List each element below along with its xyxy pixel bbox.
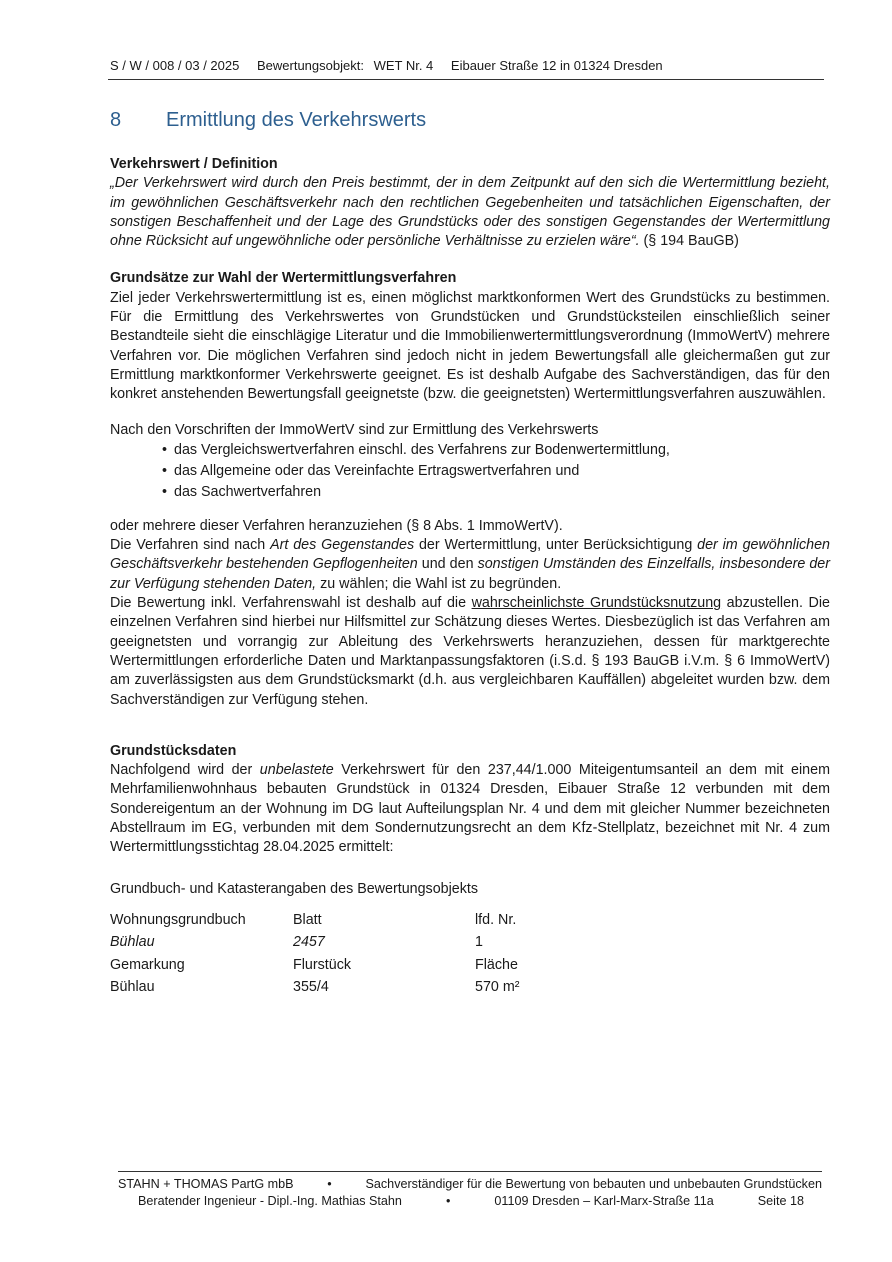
table-cell: 355/4 [293, 979, 329, 996]
table-cell: Flurstück [293, 956, 351, 973]
firm-name: STAHN + THOMAS PartG mbB [118, 1177, 294, 1191]
footer-line-2 [118, 1193, 822, 1210]
text-run: sonstigen Umständen des Einzelfalls, insbesondere der zur Verfügung stehenden Daten, [110, 556, 830, 592]
reference-number: S / W / 008 / 03 / 2025 [110, 58, 240, 73]
valuation-paragraph [110, 594, 830, 710]
table-cell: Blatt [293, 911, 322, 928]
definition-citation: (§ 194 BauGB) [639, 233, 739, 250]
text-run: abzustellen. Die einzelnen Verfahren sind hierbei nur Hilfsmittel zur Schätzung dieses Wertes. Diesbezüglich ist das Verfahren am geeignetsten und vorrangig zur Ableitung des Verkehrswerts heranzuziehen, dessen für marktgerechte Wertermittlungen erforderliche Daten und Marktanpassungsfaktoren (i.S.d. § 193 BauGB i.V.m. § 6 ImmoWertV) am zuverlässigsten aus dem Grundstücksmarkt (d.h. aus vergleichbaren Kauffällen) abgeleitet wurden bzw. dem Sachverständigen zur Verfügung stehen. [110, 595, 830, 708]
text-run: Verkehrswert für den 237,44/1.000 Miteigentumsanteil an dem mit einem Mehrfamilienwohnhaus bebauten Grundstück in 01324 Dresden, Eibauer Straße 12 verbunden mit dem Sondereigentum an der Wohnung im DG laut Aufteilungsplan Nr. 4 und dem mit gleicher Nummer bezeichneten Abstellraum im EG, verbunden mit dem Sondernutzungsrecht an dem Kfz-Stellplatz, bezeichnet mit Nr. 4 zum Wertermittlungsstichtag 28.04.2025 ermittelt: [110, 762, 830, 856]
list-item: • das Allgemeine oder das Vereinfachte Ertragswertverfahren und [162, 461, 830, 482]
table-cell: Wohnungsgrundbuch [110, 911, 246, 928]
text-run: der im gewöhnlichen Geschäftsverkehr bestehenden Gepflogenheiten [110, 537, 831, 573]
method-list [110, 440, 830, 503]
firm-address: 01109 Dresden – Karl-Marx-Straße 11a [494, 1194, 714, 1208]
text-run: und den [417, 556, 478, 573]
definition-paragraph [110, 174, 830, 251]
section-heading [110, 108, 426, 132]
header-divider [108, 79, 824, 80]
section-number: 8 [110, 109, 122, 131]
text-run: Die Verfahren sind nach [110, 537, 271, 554]
table-cell: 2457 [293, 934, 325, 951]
table-row [110, 956, 520, 979]
table-cell: Bühlau [110, 934, 155, 951]
section-title: Ermittlung des Verkehrswerts [166, 109, 427, 131]
text-run: der Wertermittlung, unter Berücksichtigung [414, 537, 698, 554]
text-run: Nachfolgend wird der [110, 762, 260, 779]
definition-quote: „Der Verkehrswert wird durch den Preis bestimmt, der in dem Zeitpunkt auf den sich die Wertermittlung bezieht, im gewöhnlichen Geschäftsverkehr nach den rechtlichen Gegebenheiten und tatsächlichen Eigenschaften, der sonstigen Beschaffenheit und der Lage des Grundstücks oder des sonstigen Gegenstandes der Wertermittlung ohne Rücksicht auf ungewöhnliche oder persönliche Verhältnisse zu erzielen wäre“. [110, 175, 830, 250]
separator-dot: • [327, 1177, 332, 1191]
definition-heading: Verkehrswert / Definition [110, 156, 278, 172]
page-number: Seite 18 [757, 1194, 804, 1208]
text-run: unbelastete [259, 762, 334, 779]
list-item: • das Vergleichswertverfahren einschl. des Verfahrens zur Bodenwertermittlung, [162, 440, 830, 461]
principles-paragraph: Ziel jeder Verkehrswertermittlung ist es, einen möglichst marktkonformen Wert des Grundstücks zu bestimmen. Für die Ermittlung des Verkehrswertes von Grundstücken und Grundstücksteilen einschließlich seiner Bestandteile sieht die einschlägige Literatur und die Immobilienwertermittlungsverordnung (ImmoWertV) mehrere Verfahren vor. Die möglichen Verfahren sind jedoch nicht in jedem Bewertungsfall alle gleichermaßen gut zur Ermittlung marktkonformer Verkehrswerte geeignet. Es ist deshalb Aufgabe des Sachverständigen, das für den konkret anstehenden Bewertungsfall geeignetste (bzw. die geeignetsten) Wertermittlungsverfahren auszuwählen. [110, 289, 830, 403]
footer-divider [118, 1171, 822, 1172]
table-cell: 1 [475, 934, 483, 951]
table-row [110, 933, 520, 956]
table-row [110, 911, 520, 934]
text-run: Die Bewertung inkl. Verfahrenswahl ist deshalb auf die [110, 595, 472, 612]
object-address: Eibauer Straße 12 in 01324 Dresden [450, 58, 663, 73]
object-label: Bewertungsobjekt: [256, 58, 364, 73]
principles-intro: Nach den Vorschriften der ImmoWertV sind zur Ermittlung des Verkehrswerts [110, 421, 599, 438]
table-cell: Gemarkung [110, 956, 185, 973]
footer-line-1 [118, 1176, 822, 1193]
separator-dot: • [445, 1194, 451, 1208]
document-body [110, 155, 830, 1001]
selection-paragraph [110, 536, 830, 594]
principles-heading: Grundsätze zur Wahl der Wertermittlungsverfahren [110, 270, 457, 287]
table-caption: Grundbuch- und Katasterangaben des Bewertungsobjekts [110, 880, 478, 897]
engineer-name: Beratender Ingenieur - Dipl.-Ing. Mathias Stahn [138, 1194, 402, 1208]
after-list-text: oder mehrere dieser Verfahren heranzuziehen (§ 8 Abs. 1 ImmoWertV). [110, 517, 563, 534]
page-footer [118, 1176, 822, 1210]
property-paragraph [110, 761, 830, 857]
firm-description: Sachverständiger für die Bewertung von bebauten und unbebauten Grundstücken [365, 1177, 822, 1191]
property-heading: Grundstücksdaten [110, 742, 237, 759]
land-register-table [110, 911, 520, 1001]
table-cell: Fläche [475, 956, 518, 973]
text-run: zu wählen; die Wahl ist zu begründen. [316, 575, 562, 592]
text-run: Art des Gegenstandes [270, 537, 415, 554]
table-cell: lfd. Nr. [475, 911, 517, 928]
list-item: • das Sachwertverfahren [162, 482, 830, 503]
object-id: WET Nr. 4 [373, 58, 434, 73]
table-cell: Bühlau [110, 979, 155, 996]
text-run: wahrscheinlichste Grundstücksnutzung [471, 595, 722, 612]
page-header [110, 58, 822, 74]
table-cell: 570 m² [475, 979, 520, 996]
table-row [110, 978, 520, 1001]
